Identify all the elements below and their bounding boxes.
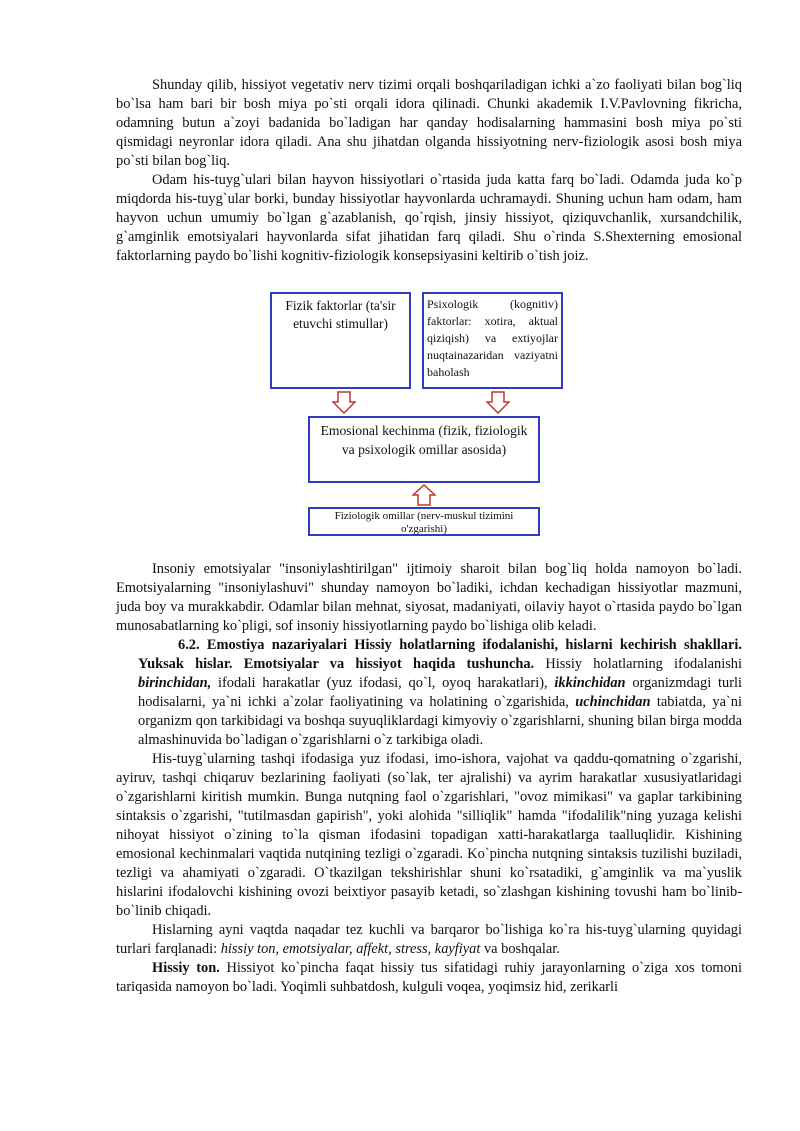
emphasis-uchinchidan: uchinchidan [575,694,651,710]
hissiy-ton-text: Hissiyot ko`pincha faqat hissiy tus sifatidagi ruhiy jarayonlarning o`ziga xos tomoni tariqasida namoyon bo`ladi. Yoqimli suhbatdosh, kulguli voqea, yoqimsiz hid, zerikarli [116,960,742,995]
diagram-box-physiological-factors: Fiziologik omillar (nerv-muskul tizimini o'zgarishi) [308,507,540,536]
arrow-down-left-icon [332,391,356,414]
heading-text-2: ifodali harakatlar (yuz ifodasi, qo`l, oyoq harakatlari), [211,675,555,691]
term-hissiy-ton: Hissiy ton. [152,960,220,976]
emphasis-birinchidan: birinchidan, [138,675,212,691]
text-block-bottom [116,560,742,997]
diagram-box-physical-factors: Fizik faktorlar (ta'sir etuvchi stimullar) [270,292,411,389]
paragraph-insoniy: Insoniy emotsiyalar "insoniylashtirilgan" ijtimoiy sharoit bilan bog`liq holda namoyon bo`ladi. Emotsiyalarning "insoniylashuvi" shunday namoyon bo`ladiki, ichdan kechadigan hissiyotlar mazmuni, juda boy va murakkabdir. Odamlar bilan mehnat, siyosat, madaniyati, oilaviy hayot o`rtasida paydo bo`lgan munosabatlarning ko`pligi, sof insoniy hissiyotlarning paydo bo`lishiga olib keladi. [116,561,742,634]
arrow-down-right-icon [486,391,510,414]
diagram-box-psychological-factors: Psixologik (kognitiv) faktorlar: xotira, aktual qiziqish) va extiyojlar nuqtainazaridan vaziyatni baholash [422,292,563,389]
section-heading-paragraph [138,636,742,750]
heading-text-1: Hissiy holatlarning ifodalanishi [534,656,742,672]
heading-text-3: organizmdagi turli hodisalarni, ya`ni ichki a`zolar faoliyatining va holatining o`zgarishida, [138,675,742,710]
paragraph-histuygu: His-tuyg`ularning tashqi ifodasiga yuz ifodasi, imo-ishora, vajohat va qaddu-qomatning o`zgarishi, ayiruv, tashqi chiqaruv bezlarining faoliyati (so`lak, ter ajralishi) va ayrim harakatlar xususiyatlaridagi o`zgarishlarni kiritish mumkin. Bunga nutqning faol o`zgarishlari, "ovoz mimikasi" va gaplar tarkibining sintaksis o`zgarishi, "tutilmasdan gapirish", yoki alohida "silliqlik" hamda "ifodalilik"ning yuzaga kelishi nihoyat hissiyot o`zining to`la qisman ifodasini topadigan xatti-harakatlarga taalluqlidir. Kishining emosional kechinmalari vaqtida nutqining tezligi o`zgaradi. Ko`pincha nutqning sintaksis tuzilishi buziladi, tezligi va ahamiyati o`zgaradi. O`tkazilgan tekshirishlar shuni ko`rsatadiki, g`amginlik va ma`yuslik hislarini ifodalovchi kishining ovozi beixtiyor pasayib ketadi, so`zlashgan kishining tovushi ham bo`linib-bo`linib chiqadi. [116,751,742,919]
heading-text-4: tabiatda, ya`ni organizm qon tarkibidagi va boshqa suyuqliklardagi kimyoviy o`zgarishlarni, shuning bilan birga modda almashinuvida bo`ladigan o`zgarishlarni o`z tarkibiga oladi. [138,694,742,748]
paragraph-hissiy-ton [116,959,742,997]
emotion-types-list: hissiy ton, emotsiyalar, affekt, stress, kayfiyat [220,941,481,957]
text-block-top [116,76,742,266]
hislarning-text-2: va boshqalar. [480,941,560,957]
paragraph-odam: Odam his-tuyg`ulari bilan hayvon hissiyotlari o`rtasida juda katta farq bo`ladi. Odamda juda ko`p miqdorda his-tuyg`ular borki, bunday hissiyotlar hayvonlarda uchramaydi. Shuning uchun ham odam, ham hayvon uchun umumiy bo`lgan g`azablanish, qo`rqish, jinsiy hissiyot, qiziquvchanlik, xursandchilik, g`amginlik emotsiyalari hayvonlarda sifat jihatidan farq qiladi. Shu o`rinda S.Shexterning emosional faktorlarning paydo bo`lishi kognitiv-fiziologik konsepsiyasini keltirib o`tish joiz. [116,172,742,264]
hislarning-text-1: Hislarning ayni vaqtda naqadar tez kuchli va barqaror bo`lishiga ko`ra his-tuyg`ularning quyidagi turlari farqlanadi: [116,922,742,957]
emphasis-ikkinchidan: ikkinchidan [554,675,626,691]
section-heading: 6.2. Emostiya nazariyalari Hissiy holatlarning ifodalanishi, hislarni kechirish shakllari. Yuksak hislar. Emotsiyalar va hissiyot haqida tushuncha. [138,637,742,672]
arrow-up-icon [412,484,436,506]
paragraph-hislarning [116,921,742,959]
paragraph-shunday: Shunday qilib, hissiyot vegetativ nerv tizimi orqali boshqariladigan ichki a`zo faoliyati bilan bog`liq bo`lsa ham bari bir bosh miya po`sti orqali idora qilinadi. Chunki akademik I.V.Pavlovning fikricha, odamning butun a`zoyi badanida bo`ladigan har qanday hodisalarning hammasini bosh miya po`sti qismidagi neyronlar idora qiladi. Ana shu jihatdan olganda hissiyotning nerv-fiziologik asosi bosh miya po`sti bilan bog`liq. [116,77,742,169]
diagram-box-emotional-experience: Emosional kechinma (fizik, fiziologik va psixologik omillar asosida) [308,416,540,483]
